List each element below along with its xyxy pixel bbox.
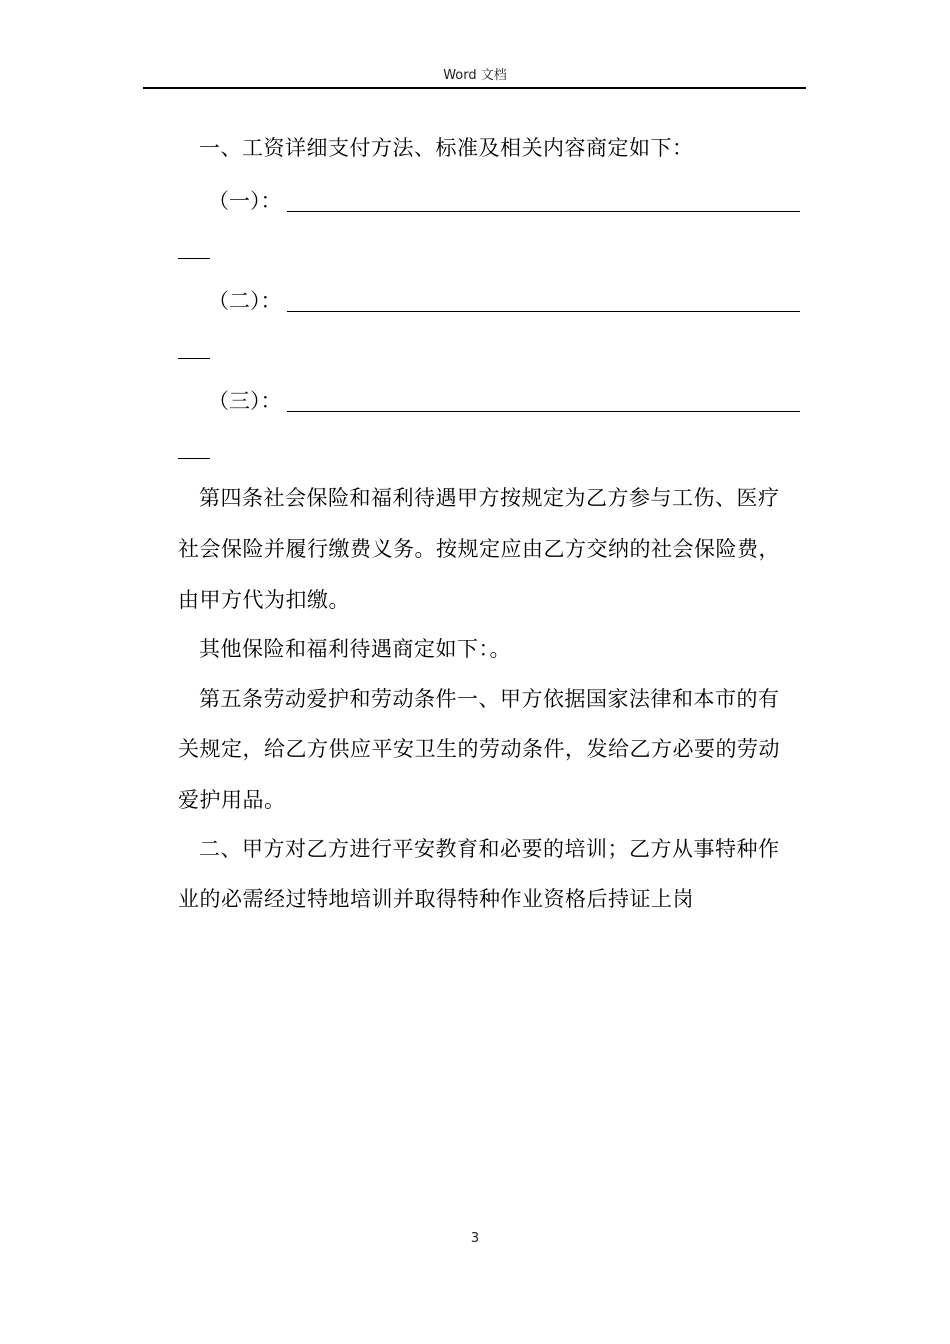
blank-label-2: （二）： — [208, 289, 282, 313]
blank-underline-3 — [287, 411, 800, 412]
article4-line-1: 第四条社会保险和福利待遇甲方按规定为乙方参与工伤、医疗 — [199, 486, 780, 510]
blank-underline-3-continuation — [178, 458, 210, 459]
blank-underline-2 — [287, 311, 800, 312]
blank-label-3: （三）： — [208, 389, 282, 413]
item2-line-1: 二、甲方对乙方进行平安教育和必要的培训；乙方从事特种作 — [199, 837, 780, 861]
item2-line-2: 业的必需经过特地培训并取得特种作业资格后持证上岗 — [178, 887, 694, 911]
blank-field-3 — [208, 386, 800, 416]
blank-underline-1-continuation — [178, 258, 210, 259]
blank-field-1 — [208, 186, 800, 216]
blank-underline-1 — [287, 211, 800, 212]
article5-line-3: 爱护用品。 — [178, 788, 286, 812]
article4-line-3: 由甲方代为扣缴。 — [178, 588, 350, 612]
section-intro: 一、工资详细支付方法、标准及相关内容商定如下： — [199, 136, 694, 160]
page-header-title: Word 文档 — [443, 68, 507, 83]
blank-label-1: （一）： — [208, 189, 282, 213]
article5-line-1: 第五条劳动爱护和劳动条件一、甲方依据国家法律和本市的有 — [199, 687, 780, 711]
blank-field-2 — [208, 286, 800, 316]
header-divider — [143, 87, 806, 89]
blank-underline-2-continuation — [178, 358, 210, 359]
article5-line-2: 关规定，给乙方供应平安卫生的劳动条件，发给乙方必要的劳动 — [178, 737, 780, 761]
article4-line-2: 社会保险并履行缴费义务。按规定应由乙方交纳的社会保险费， — [178, 537, 780, 561]
page-number: 3 — [470, 1231, 480, 1246]
other-benefits: 其他保险和福利待遇商定如下：。 — [199, 637, 511, 661]
